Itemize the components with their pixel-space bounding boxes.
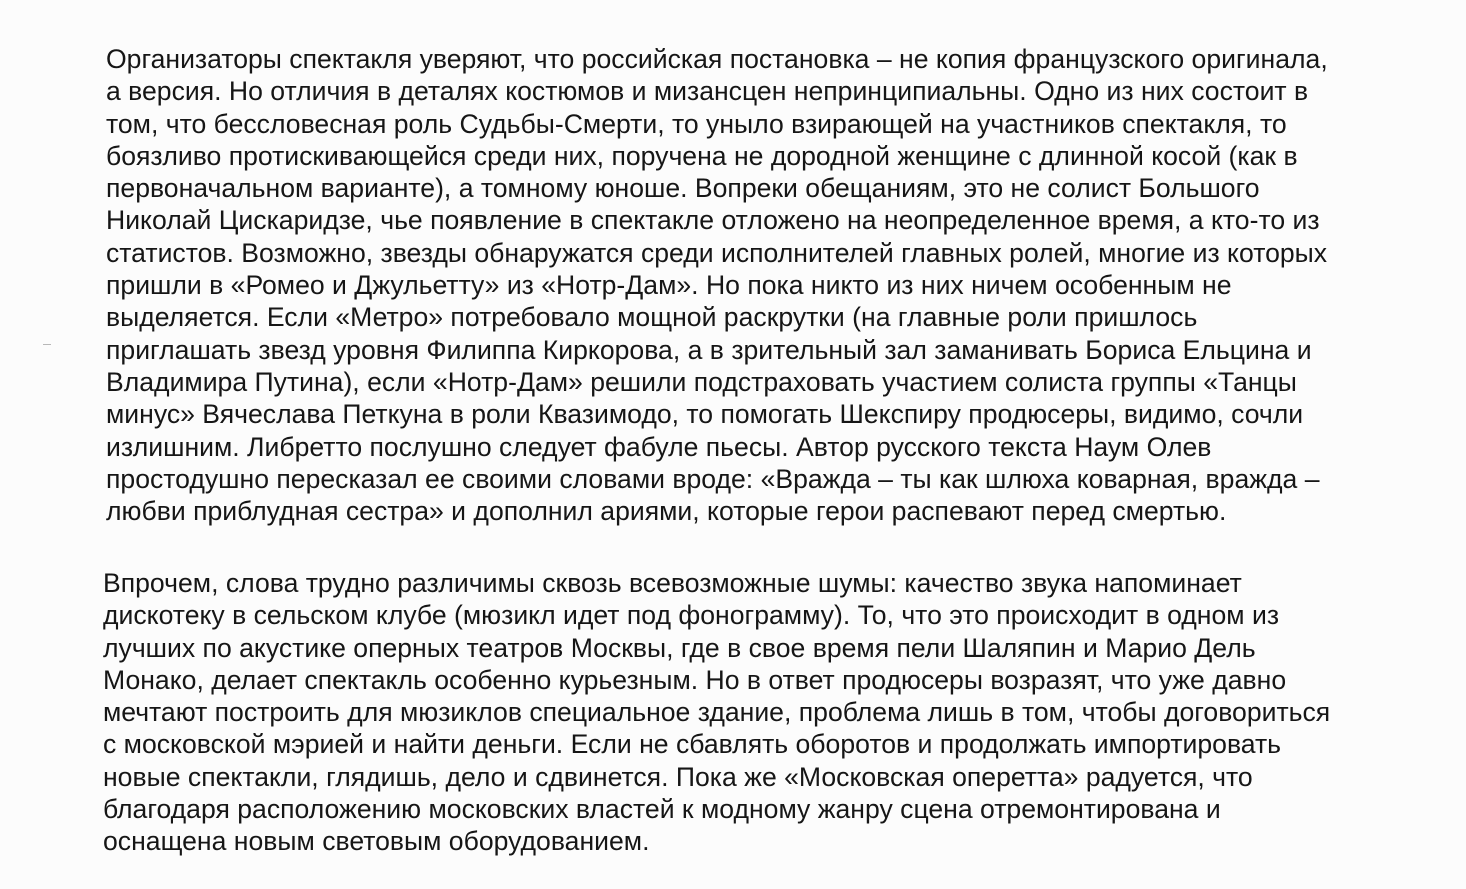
paragraph-2 [103, 567, 1393, 858]
text-line: том, что бессловесная роль Судьбы-Смерти, то уныло взирающей на участников спектакля, то [106, 108, 1287, 139]
scan-artifact-mark [43, 344, 51, 345]
text-line: Впрочем, слова трудно различимы сквозь всевозможные шумы: качество звука напоминает [103, 568, 1242, 598]
text-line: боязливо протискивающейся среди них, поручена не дородной женщине с длинной косой (как в [106, 140, 1298, 171]
text-line: новые спектакли, глядишь, дело и сдвинется. Пока же «Московская оперетта» радуется, что [103, 761, 1253, 792]
text-line: минус» Вячеслава Петкуна в роли Квазимодо, то помогать Шекспиру продюсеры, видимо, сочли [106, 399, 1304, 430]
text-line: статистов. Возможно, звезды обнаружатся среди исполнителей главных ролей, многие из которых [106, 237, 1328, 268]
text-line: лучших по акустике оперных театров Москвы, где в свое время пели Шаляпин и Марио Дель [103, 632, 1256, 663]
text-line: приглашать звезд уровня Филиппа Киркорова, а в зрительный зал заманивать Бориса Ельцина и [106, 334, 1312, 365]
paragraph-1 [106, 43, 1396, 527]
text-line: мечтают построить для мюзиклов специальное здание, проблема лишь в том, чтобы договориться [103, 697, 1331, 728]
text-line: оснащена новым световым оборудованием. [103, 826, 650, 857]
text-line: любви приблудная сестра» и дополнил ариями, которые герои распевают перед смертью. [106, 496, 1227, 527]
text-line: выделяется. Если «Метро» потребовало мощной раскрутки (на главные роли пришлось [106, 302, 1198, 333]
text-line: Организаторы спектакля уверяют, что российская постановка – не копия французского оригинала, [106, 44, 1328, 74]
text-line: дискотеку в сельском клубе (мюзикл идет под фонограмму). То, что это происходит в одном из [103, 600, 1280, 631]
text-line: Монако, делает спектакль особенно курьезным. Но в ответ продюсеры возразят, что уже давно [103, 664, 1287, 695]
text-line: Николай Цискаридзе, чье появление в спектакле отложено на неопределенное время, а кто-то из [106, 205, 1320, 236]
text-line: излишним. Либретто послушно следует фабуле пьесы. Автор русского текста Наум Олев [106, 431, 1212, 462]
text-line: первоначальном варианте), а томному юноше. Вопреки обещаниям, это не солист Большого [106, 173, 1260, 204]
text-line: пришли в «Ромео и Джульетту» из «Нотр-Дам». Но пока никто из них ничем особенным не [106, 270, 1232, 301]
text-line: благодаря расположению московских властей к модному жанру сцена отремонтирована и [103, 794, 1221, 825]
text-line: простодушно пересказал ее своими словами вроде: «Вражда – ты как шлюха коварная, вражда – [106, 463, 1320, 494]
text-line: Владимира Путина), если «Нотр-Дам» решили подстраховать участием солиста группы «Танцы [106, 366, 1297, 397]
text-line: а версия. Но отличия в деталях костюмов и мизансцен непринципиальны. Одно из них состоит в [106, 76, 1309, 107]
text-line: с московской мэрией и найти деньги. Если не сбавлять оборотов и продолжать импортировать [103, 729, 1282, 760]
